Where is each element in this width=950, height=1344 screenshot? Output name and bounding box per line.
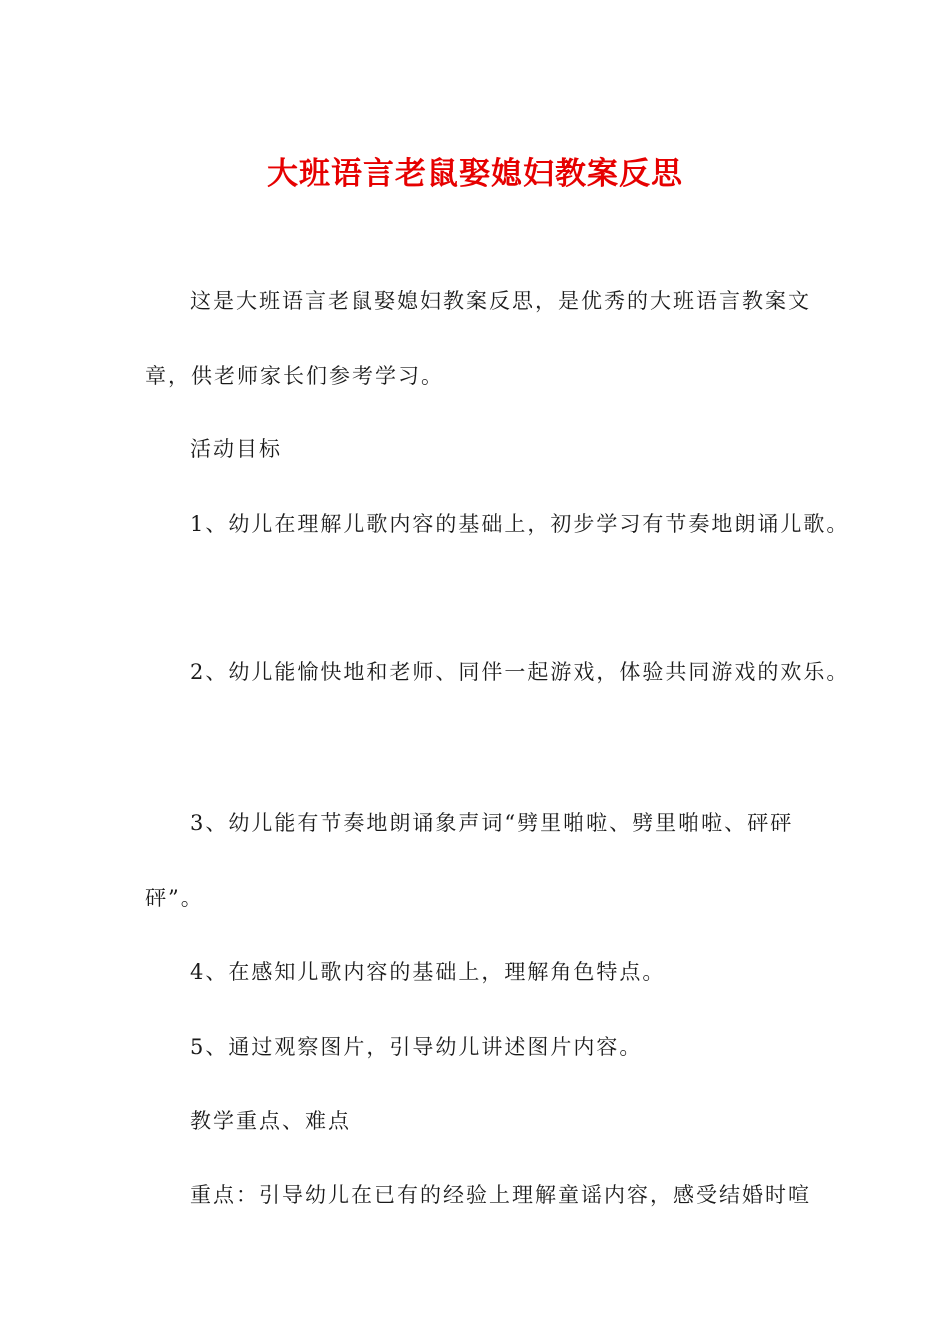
goal-item-3-line-1: 3、幼儿能有节奏地朗诵象声词“劈里啪啦、劈里啪啦、砰砰 — [190, 811, 794, 835]
section-heading-goals: 活动目标 — [190, 437, 282, 461]
goal-item-4: 4、在感知儿歌内容的基础上，理解角色特点。 — [190, 960, 666, 984]
goal-item-3-line-2: 砰”。 — [145, 886, 204, 910]
section-heading-key-points: 教学重点、难点 — [190, 1109, 351, 1133]
paragraph-intro-line-1: 这是大班语言老鼠娶媳妇教案反思，是优秀的大班语言教案文 — [190, 289, 811, 313]
goal-item-5: 5、通过观察图片，引导幼儿讲述图片内容。 — [190, 1035, 643, 1059]
document-title: 大班语言老鼠娶媳妇教案反思 — [267, 156, 683, 192]
paragraph-intro-line-2: 章，供老师家长们参考学习。 — [145, 364, 444, 388]
key-point-line-1: 重点：引导幼儿在已有的经验上理解童谣内容，感受结婚时喧 — [190, 1183, 811, 1207]
goal-item-1: 1、幼儿在理解儿歌内容的基础上，初步学习有节奏地朗诵儿歌。 — [190, 512, 850, 536]
goal-item-2: 2、幼儿能愉快地和老师、同伴一起游戏，体验共同游戏的欢乐。 — [190, 660, 850, 684]
